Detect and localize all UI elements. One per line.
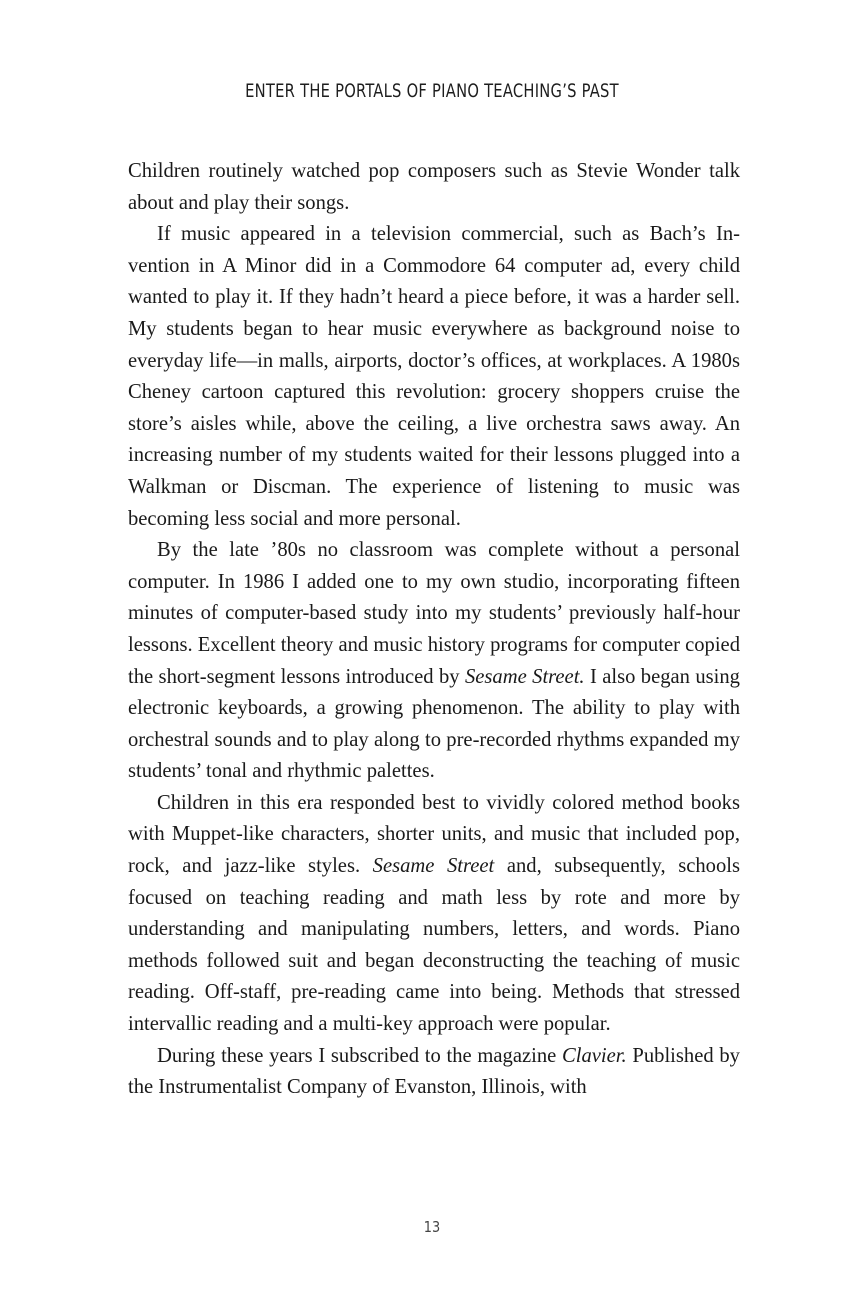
paragraph-5-text-before: During these years I subscribed to the magazine [157, 1044, 563, 1067]
paragraph-5-text-after: Published by the Instrumentalist Company of Evanston, Illinois, with [128, 1044, 740, 1099]
paragraph-4-italic-title: Sesame Street [372, 855, 495, 878]
paragraph-3-text-before: By the late ’80s no classroom was complete without a personal computer. In 1986 I added one to my own studio, incorporating fifteen minutes of computer-based study into my students’ previously half-hour lessons. Excellent theory and music history programs for computer copied the short-segment lessons introduced by [128, 539, 740, 688]
running-head: ENTER THE PORTALS OF PIANO TEACHING’S PAST [245, 80, 619, 102]
paragraph-1: Children routinely watched pop composers such as Stevie Wonder talk about and play their songs. [128, 160, 740, 214]
paragraph-3-text-after: I also began using electronic keyboards, a growing phenomenon. The ability to play with orchestral sounds and to play along to pre-recorded rhythms expanded my students’ tonal and rhythmic palettes. [128, 665, 740, 783]
paragraph-4 [128, 788, 740, 1041]
paragraph-3 [128, 535, 740, 788]
page-number: 13 [423, 1218, 441, 1236]
paragraph-2: If music appeared in a television commercial, such as Bach’s Invention in A Minor did in a Commodore 64 computer ad, every child wanted to play it. If they hadn’t heard a piece before, it was a harder sell. My students began to hear music everywhere as background noise to everyday life—in malls, airports, doctor’s offices, at workplaces. A 1980s Cheney cartoon captured this revolution: grocery shoppers cruise the store’s aisles while, above the ceiling, a live orchestra saws away. An increasing number of my students waited for their lessons plugged into a Walkman or Discman. The experience of listening to music was becoming less social and more personal. [128, 223, 740, 530]
paragraph-5 [128, 1041, 740, 1104]
body-text [128, 156, 740, 1104]
paragraph-5-italic-title: Clavier. [562, 1044, 627, 1067]
paragraph-4-text-before: Children in this era responded best to vividly colored method books with Muppet-like characters, shorter units, and music that included pop, rock, and jazz-like styles. [128, 791, 740, 878]
paragraph-3-italic-title: Sesame Street. [464, 665, 585, 688]
paragraph-4-text-after: and, subsequently, schools focused on teaching reading and math less by rote and more by understanding and manipulating numbers, letters, and words. Piano methods followed suit and began deconstructing the teaching of music reading. Off-staff, pre-reading came into being. Methods that stressed intervallic reading and a multi-key approach were popular. [128, 855, 740, 1036]
